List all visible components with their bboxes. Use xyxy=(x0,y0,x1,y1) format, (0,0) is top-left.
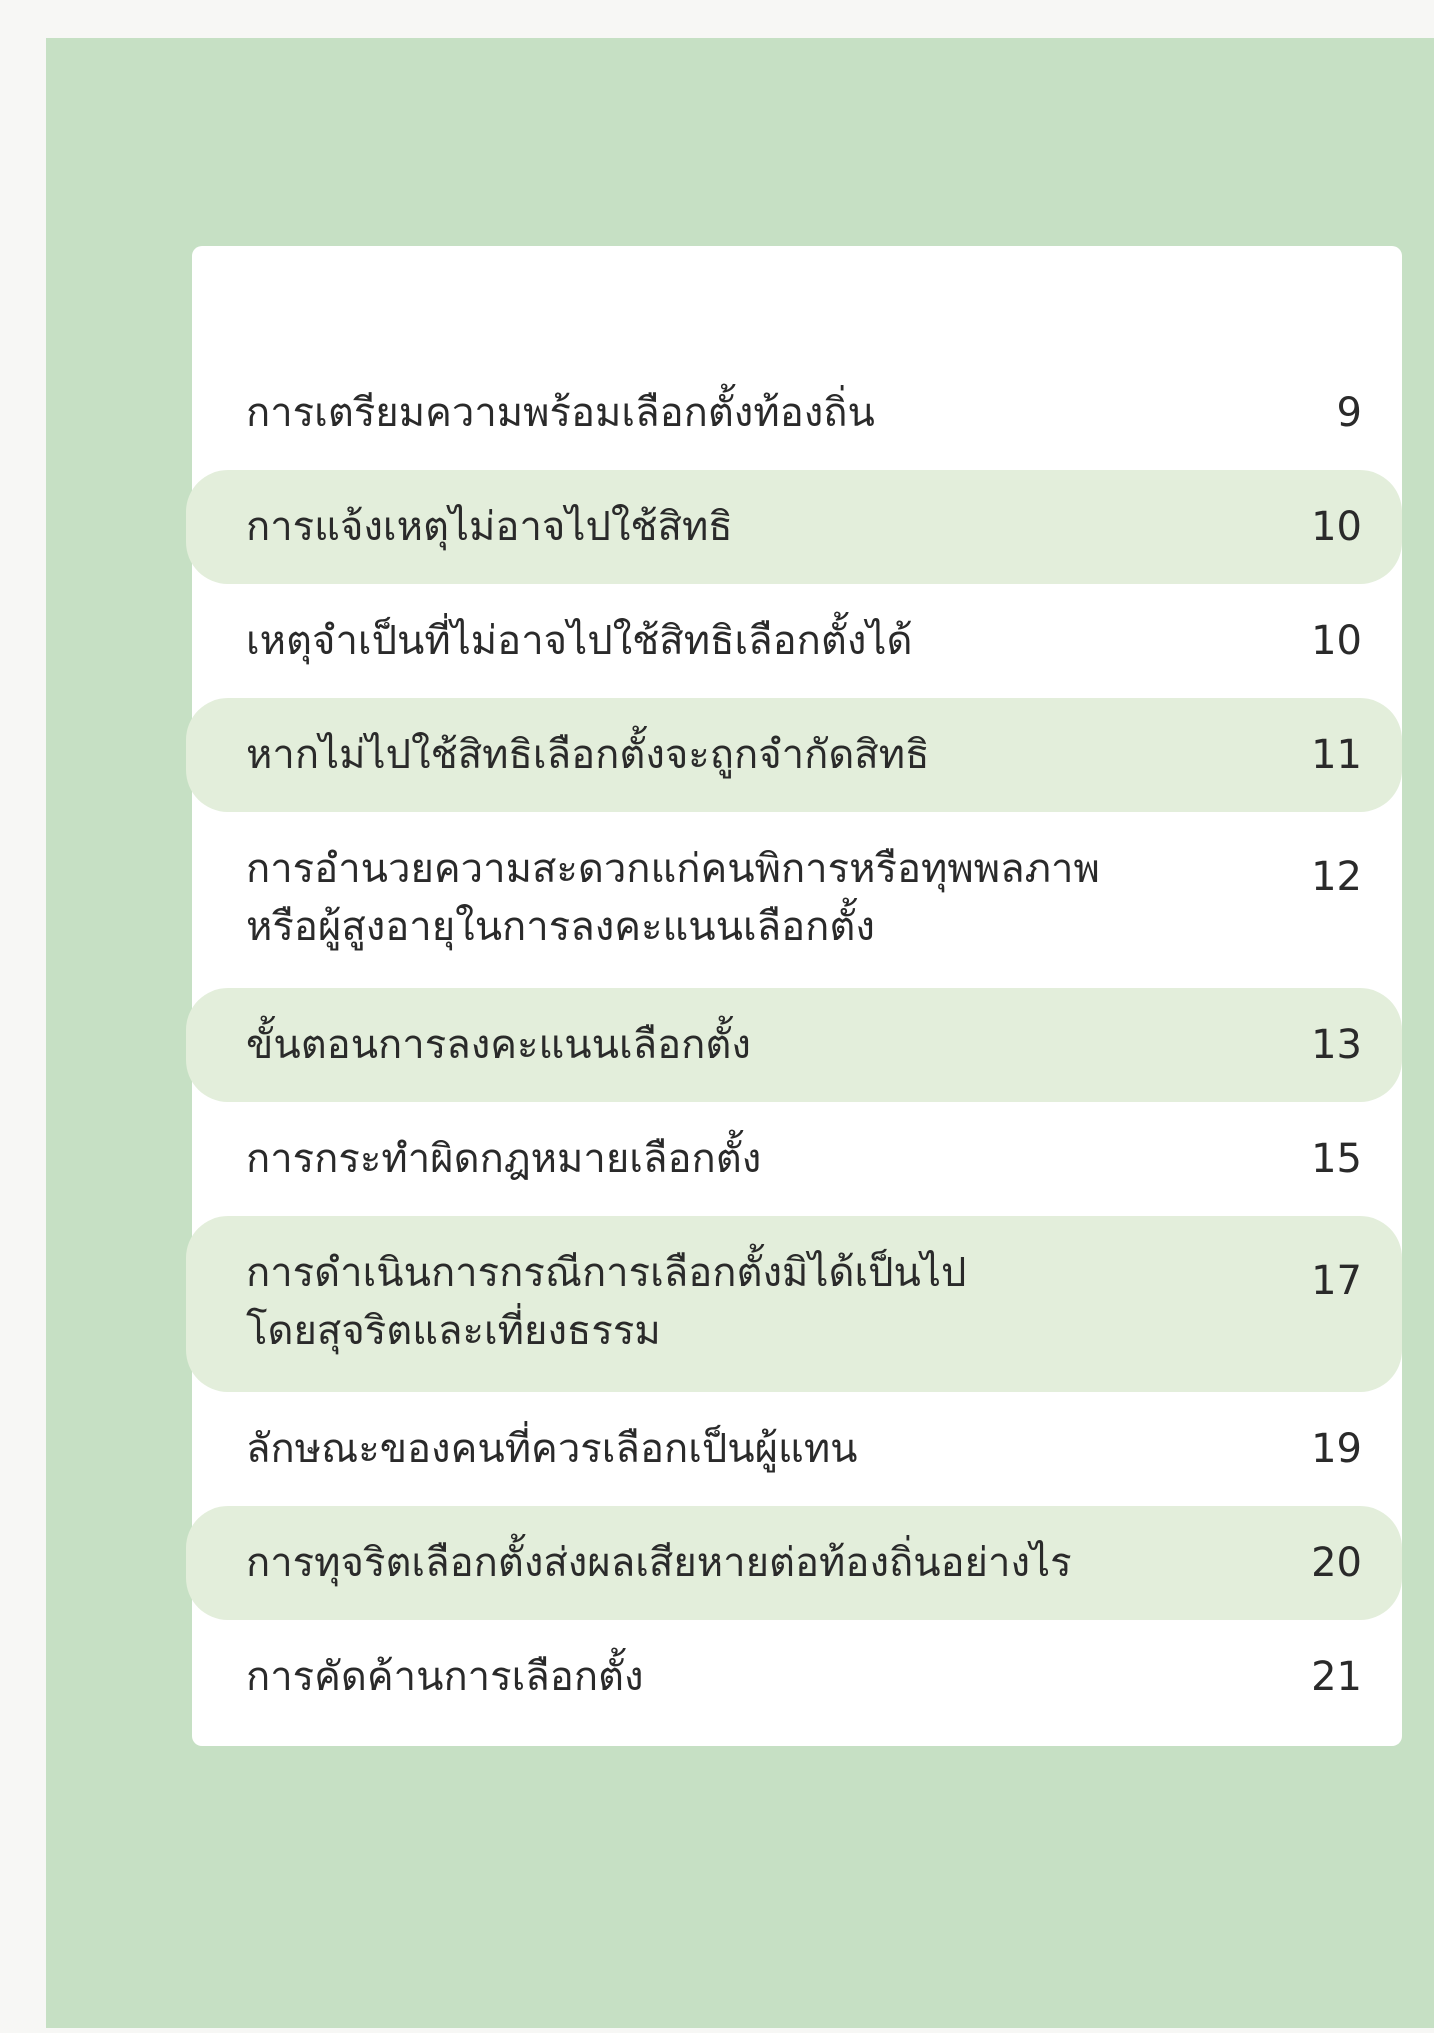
toc-entry-page: 15 xyxy=(1311,1136,1362,1182)
toc-entry-page: 10 xyxy=(1311,618,1362,664)
toc-entry-page: 10 xyxy=(1311,504,1362,550)
toc-entry[interactable] xyxy=(186,1620,1402,1734)
toc-entry-page: 17 xyxy=(1311,1258,1362,1304)
toc-entry-title: ลักษณะของคนที่ควรเลือกเป็นผู้แทน xyxy=(246,1426,858,1472)
toc-entry-page: 13 xyxy=(1311,1022,1362,1068)
toc-entry-title: การแจ้งเหตุไม่อาจไปใช้สิทธิ xyxy=(246,504,733,550)
toc-entry[interactable] xyxy=(186,584,1402,698)
toc-entry-title: เหตุจำเป็นที่ไม่อาจไปใช้สิทธิเลือกตั้งได้ xyxy=(246,618,913,664)
background-panel xyxy=(46,38,1434,2028)
toc-entry-title: การเตรียมความพร้อมเลือกตั้งท้องถิ่น xyxy=(246,390,875,436)
toc-entry-page: 9 xyxy=(1336,390,1362,436)
toc-entry-title: การคัดค้านการเลือกตั้ง xyxy=(246,1654,644,1700)
toc-entry[interactable] xyxy=(186,470,1402,584)
toc-entry-page: 21 xyxy=(1311,1654,1362,1700)
toc-entry[interactable] xyxy=(186,698,1402,812)
toc-entry-title: การอำนวยความสะดวกแก่คนพิการหรือทุพพลภาพ หรือผู้สูงอายุในการลงคะแนนเลือกตั้ง xyxy=(246,846,1100,950)
toc-entry-page: 20 xyxy=(1311,1540,1362,1586)
toc-entry-title: การทุจริตเลือกตั้งส่งผลเสียหายต่อท้องถิ่นอย่างไร xyxy=(246,1540,1072,1586)
toc-entry[interactable] xyxy=(186,1102,1402,1216)
toc-entry-page: 11 xyxy=(1311,732,1362,778)
toc-entry[interactable] xyxy=(186,1392,1402,1506)
toc-entry[interactable] xyxy=(186,812,1402,988)
toc-entry[interactable] xyxy=(186,988,1402,1102)
toc-entry-title: หากไม่ไปใช้สิทธิเลือกตั้งจะถูกจำกัดสิทธิ xyxy=(246,732,930,778)
toc-entry[interactable] xyxy=(186,1216,1402,1392)
toc-entry-page: 12 xyxy=(1311,854,1362,900)
toc-list xyxy=(192,356,1402,1734)
toc-entry-title: การกระทำผิดกฎหมายเลือกตั้ง xyxy=(246,1136,762,1182)
toc-entry[interactable] xyxy=(186,1506,1402,1620)
table-of-contents xyxy=(192,246,1402,1746)
toc-entry-page: 19 xyxy=(1311,1426,1362,1472)
toc-entry-title: ขั้นตอนการลงคะแนนเลือกตั้ง xyxy=(246,1022,751,1068)
toc-entry[interactable] xyxy=(186,356,1402,470)
toc-entry-title: การดำเนินการกรณีการเลือกตั้งมิได้เป็นไป โดยสุจริตและเที่ยงธรรม xyxy=(246,1250,967,1354)
